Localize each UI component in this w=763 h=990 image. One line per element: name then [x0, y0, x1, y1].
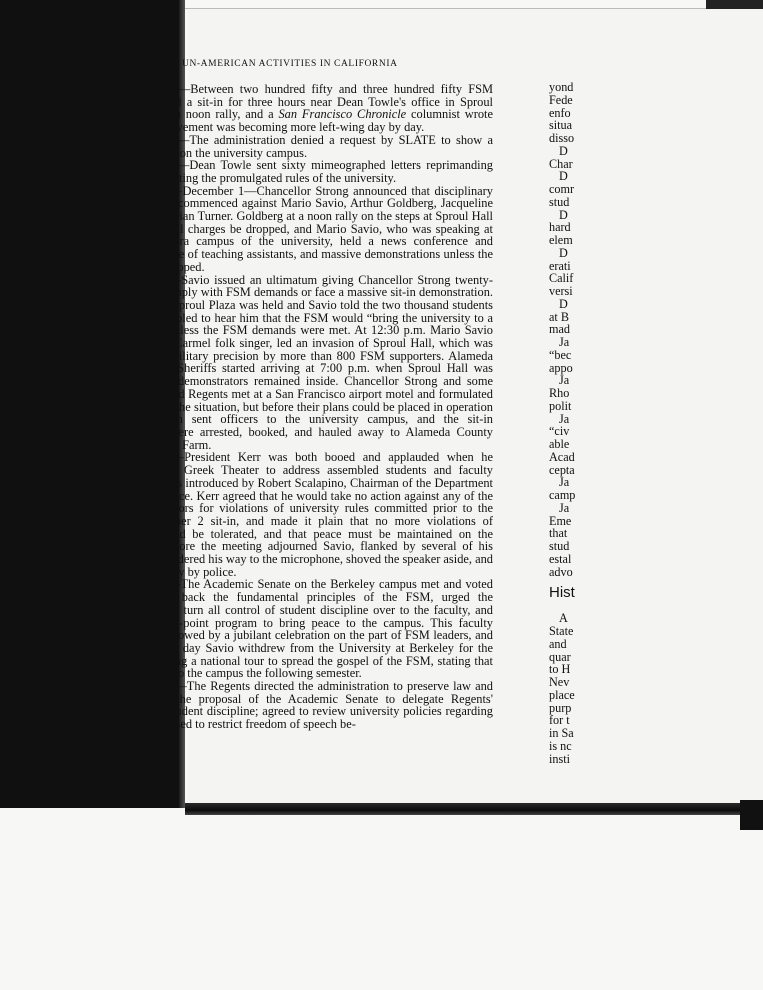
- right-column-line: State: [549, 624, 574, 638]
- right-column-line: Ja: [559, 411, 570, 426]
- right-column-line: place: [549, 687, 575, 702]
- paragraph-dec-8: December 8—The Academic Senate on the Berkeley campus met and voted 824 to 115 to back the fundamental principles of the FSM, urged the administration to turn all control of student discipline over to the faculty, and suggested a five-point program to bring peace to the campus. This faculty decision was followed by a jubilant celebration on the part of FSM leaders, and on the following day Savio withdrew from the University at Berkeley for the purpose of making a national tour to spread the gospel of the FSM, stating that he would return to the campus the following semester.: [93, 577, 493, 681]
- page-header: [94, 58, 514, 72]
- right-column-line: D: [559, 296, 568, 311]
- scan-corner-shadow: [740, 800, 763, 830]
- right-column-line: Eme: [549, 513, 572, 528]
- right-column-line: mad: [549, 322, 570, 337]
- right-column-line: purp: [549, 700, 572, 715]
- right-column-line: erati: [549, 258, 571, 273]
- right-column-line: cepta: [549, 462, 575, 477]
- right-column-line: quar: [549, 649, 571, 664]
- paragraph-dec-19: December 19—The Regents directed the administration to preserve law and order; rejected the proposal of the Academic Senate to delegate Regents' authority over student discipline; agreed to review university policies regarding free speech; refused to restrict freedom of speech be-: [93, 679, 493, 732]
- right-column-line: for t: [549, 713, 570, 728]
- right-column-line: stud: [549, 539, 570, 553]
- right-column-line: comr: [549, 182, 575, 196]
- right-column-line: polit: [549, 398, 572, 413]
- scan-top-right-shadow: [706, 0, 763, 9]
- right-column-line: is nc: [549, 738, 572, 753]
- right-column-line: able: [549, 437, 570, 451]
- right-column-line: enfo: [549, 105, 571, 120]
- right-column-line: disso: [549, 131, 575, 145]
- right-column-line: appo: [549, 360, 573, 375]
- right-column-line: that: [549, 526, 568, 541]
- right-column-line: “civ: [549, 424, 570, 439]
- right-column-line: D: [559, 143, 568, 158]
- right-column-line: in Sa: [549, 726, 574, 740]
- right-column-line: Rho: [549, 386, 570, 400]
- right-column-line: D: [559, 207, 568, 222]
- right-column-line: Acad: [549, 449, 575, 464]
- right-column-line: stud: [549, 194, 570, 209]
- right-column-line: at B: [549, 309, 569, 324]
- right-column-cutoff: [549, 81, 589, 765]
- right-column-line: to H: [549, 662, 571, 677]
- right-column-line: Ja: [559, 373, 570, 388]
- right-column-line: situa: [549, 118, 573, 133]
- right-column-heading-fragment: Hist: [549, 584, 575, 602]
- right-column-line: D: [559, 245, 568, 260]
- right-column-line: Ja: [559, 500, 570, 515]
- right-column-line: Ja: [559, 475, 570, 490]
- paragraph-nov-26: November 26—Dean Towle sent sixty mimeographed letters reprimanding students for violating the promulgated rules of the university.: [93, 158, 493, 185]
- running-head: UN-AMERICAN ACTIVITIES IN CALIFORNIA: [182, 59, 398, 69]
- right-column-line: D: [559, 169, 568, 184]
- right-column-line: camp: [549, 488, 576, 502]
- right-column-line: Char: [549, 156, 573, 171]
- paragraph-dec-2: December 2—Savio issued an ultimatum giving Chancellor Strong twenty-four hours to comply with FSM demands or face a massive sit-in demonstration. A noon rally at Sproul Plaza was held and Savio told the two thousand students who were assembled to hear him that the FSM would “bring the university to a grinding halt” unless the FSM demands were met. At 12:30 p.m. Mario Savio and Joan Baez, Carmel folk singer, led an invasion of Sproul Hall, which was occupied with military precision by more than 800 FSM supporters. Alameda County Deputy Sheriffs started arriving at 7:00 p.m. when Sproul Hall was closed, and the demonstrators remained inside. Chancellor Strong and some hastily-summoned Regents met at a San Francisco airport motel and formulated strategy to meet the situation, but before their plans could be placed in operation Governor Brown sent officers to the university campus, and the sit-in demonstrators were arrested, booked, and hauled away to Alameda County Santa Rita Prison Farm.: [93, 272, 493, 452]
- right-column-line: Ja: [559, 335, 570, 349]
- right-column-line: hard: [549, 220, 571, 235]
- right-column-line: estal: [549, 551, 572, 566]
- scanner-background-bottom: [185, 803, 763, 815]
- right-column-line: versi: [549, 284, 573, 298]
- body-text: [93, 83, 493, 731]
- right-column-line: Calif: [549, 271, 574, 286]
- right-column-line: insti: [549, 751, 570, 766]
- right-column-line: A: [559, 611, 568, 626]
- page-number: 6: [94, 58, 101, 72]
- paragraph-nov-25: November 25—The administration denied a request by SLATE to show a homosexual film on the university campus.: [93, 132, 493, 160]
- right-column-line: “bec: [549, 347, 572, 362]
- right-column-line: and: [549, 636, 567, 651]
- paragraph-nov-30-dec-1: November 30–December 1—Chancellor Strong announced that disciplinary action would be commenced against Mario Savio, Arthur Goldberg, Jacqueline Goldberg, and Brian Turner. Goldberg at a noon rally on the steps at Sproul Hall demanded that all charges be dropped, and Mario Savio, who was speaking at the Santa Barbara campus of the university, held a news conference and threatened a strike of teaching assistants, and massive demonstrations unless the charges were dropped.: [93, 183, 493, 274]
- paragraph-dec-7: December 7—President Kerr was both booed and applauded when he appeared in the Greek Theater to address assembled students and faculty members. He was introduced by Robert Scalapino, Chairman of the Department of Political Science. Kerr agreed that he would take no action against any of the FSM demonstrators for violations of university rules committed prior to the massive December 2 sit-in, and made it plain that no more violations of regulations would be tolerated, and that peace must be maintained on the campus. But before the meeting adjourned Savio, flanked by several of his supporters, shouldered his way to the microphone, shoved the speaker aside, and was dragged away by police.: [93, 450, 493, 579]
- paragraph-nov-24: November 24—Between two hundred fifty and three hundred fifty FSM supporters staged a sit-in for three hours near Dean Towle's office in Sproul Hall, following a noon rally, and a San Francisco Chronicle columnist wrote that the FSM movement was becoming more left-wing day by day.: [93, 82, 494, 135]
- right-column-line: advo: [549, 564, 573, 579]
- right-column-line: Nev: [549, 675, 570, 689]
- right-column-line: elem: [549, 233, 573, 247]
- right-column-line: Fede: [549, 92, 573, 107]
- right-column-line: yond: [549, 80, 574, 94]
- newspaper-name: San Francisco Chronicle: [278, 107, 407, 122]
